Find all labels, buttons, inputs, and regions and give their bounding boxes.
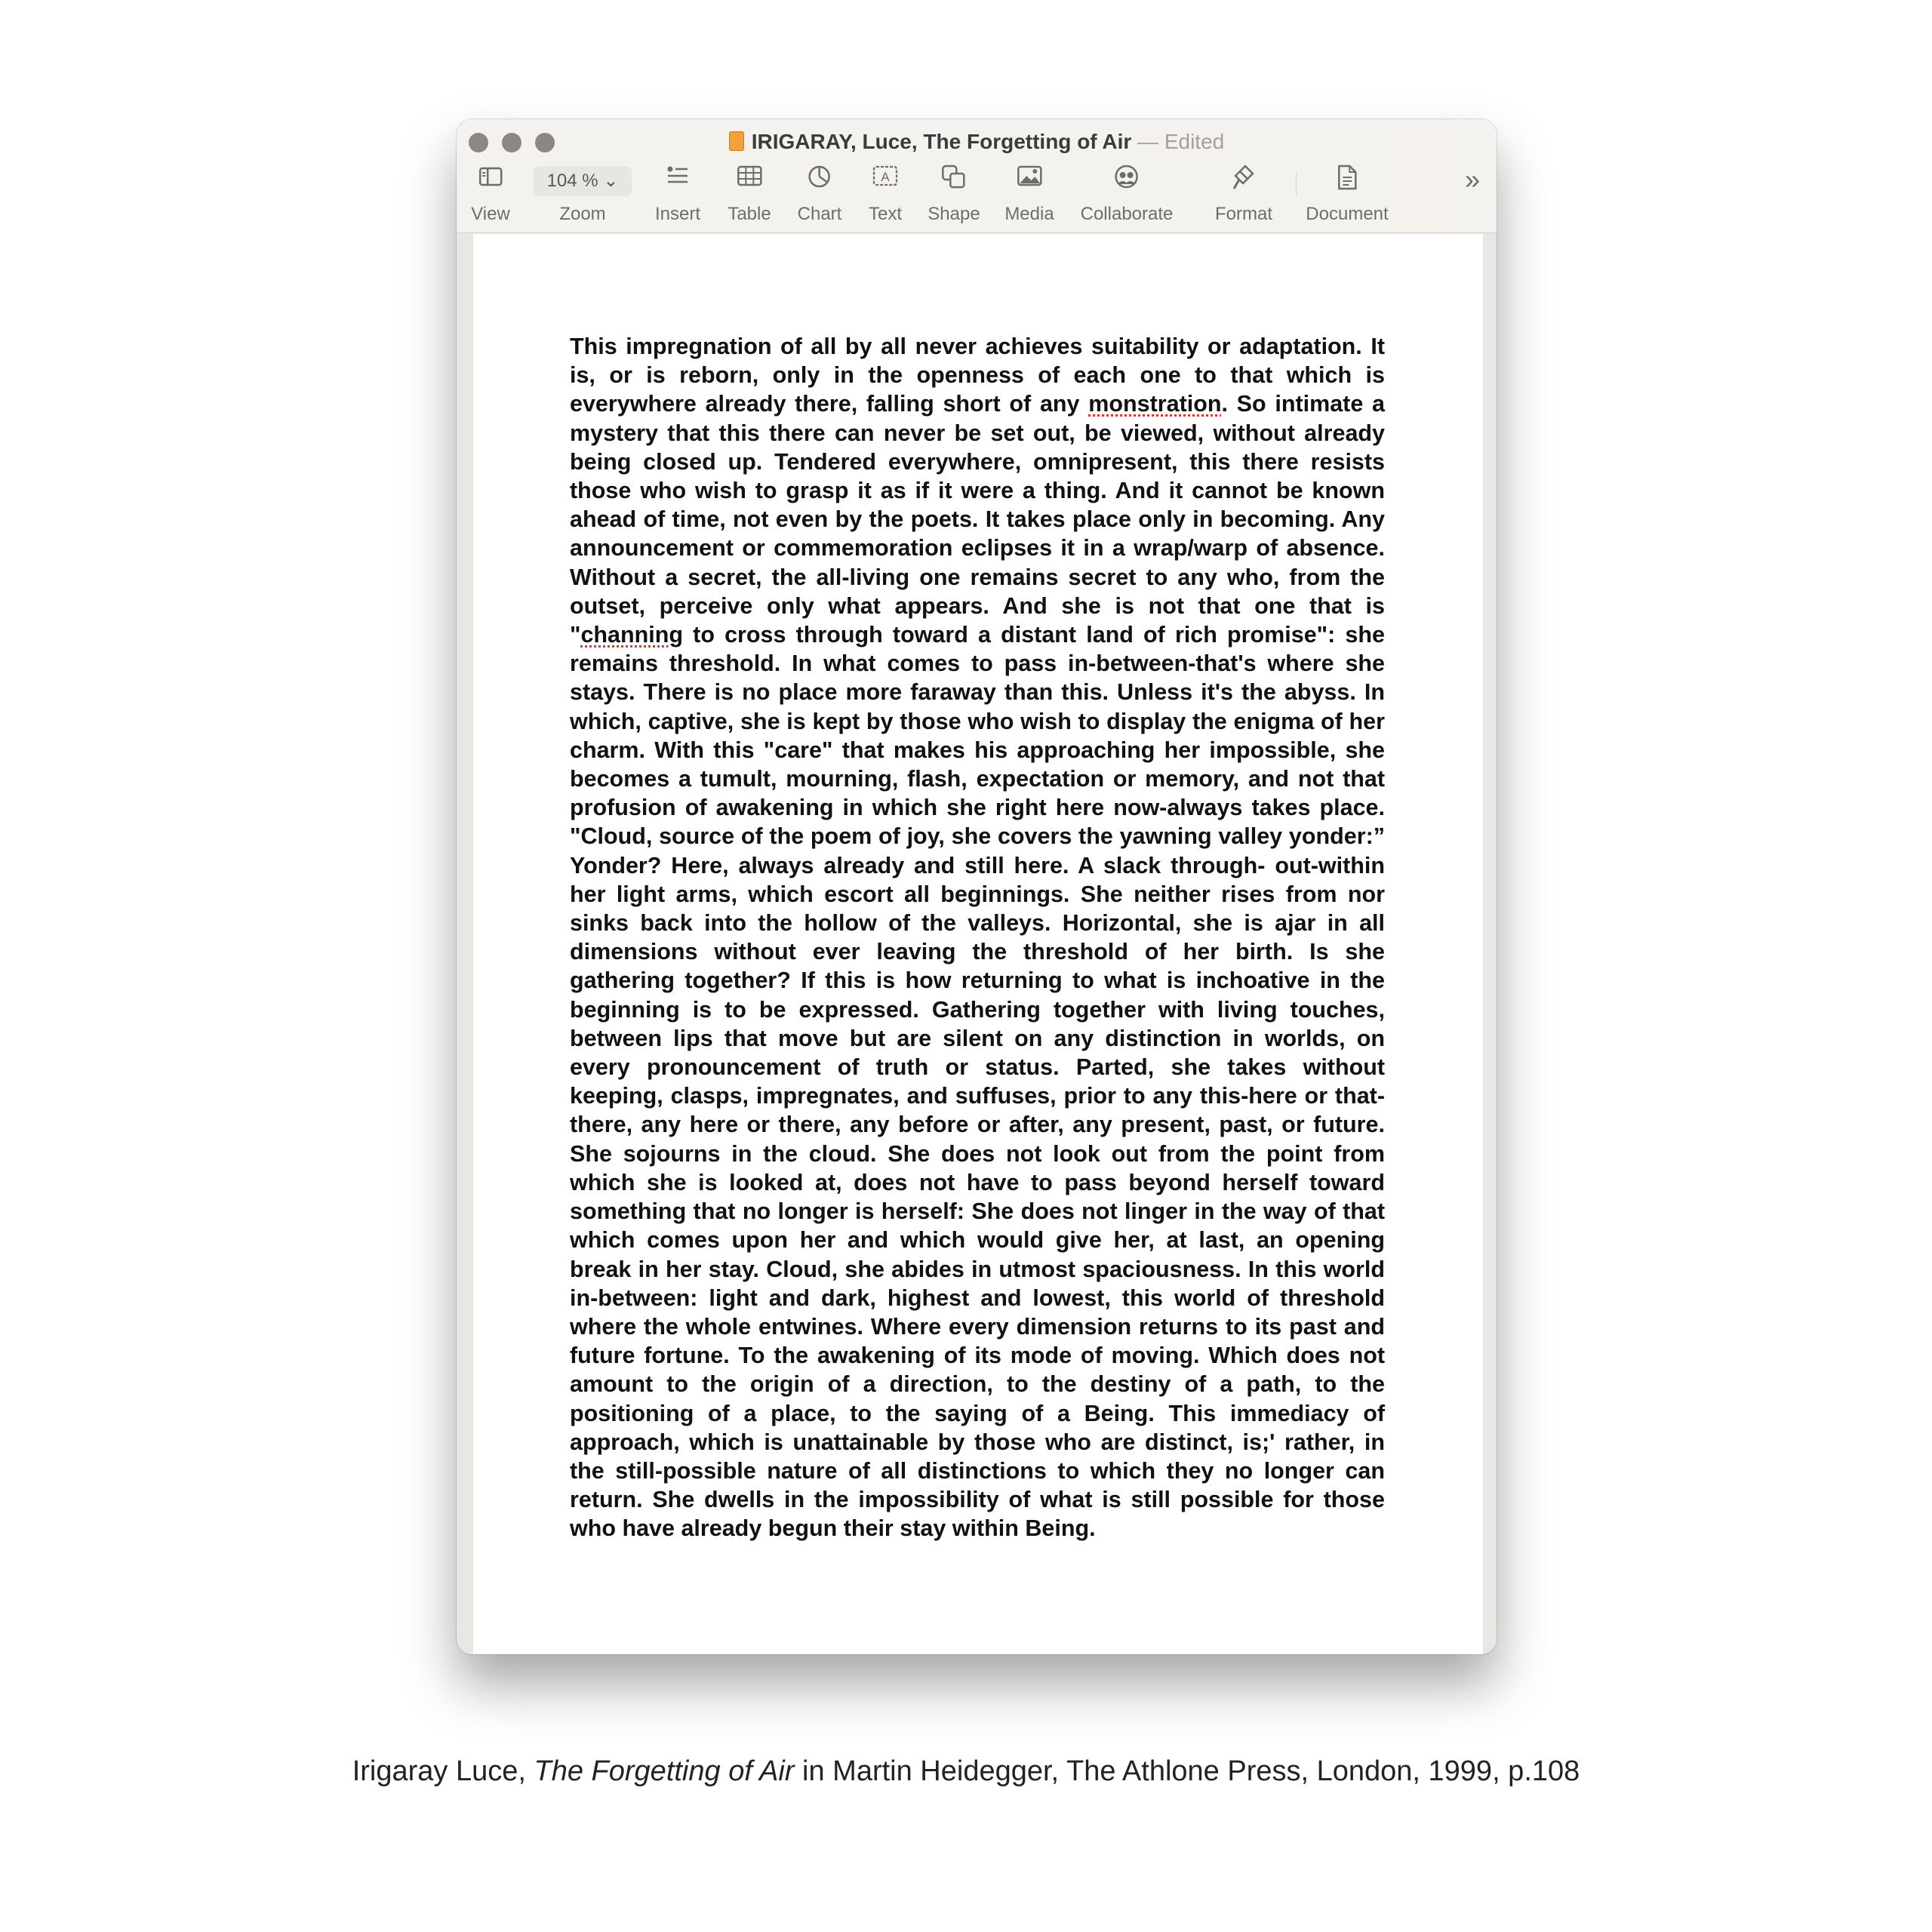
chart-label: Chart <box>797 204 842 224</box>
toolbar-divider <box>1296 172 1297 196</box>
caption-author: Irigaray Luce, <box>352 1755 534 1787</box>
zoom-select[interactable] <box>534 166 632 196</box>
shape-button[interactable] <box>928 165 980 225</box>
caption-work-title: The Forgetting of Air <box>534 1755 795 1787</box>
view-button[interactable] <box>471 165 510 225</box>
zoom-label: Zoom <box>559 204 606 224</box>
shape-label: Shape <box>928 204 980 224</box>
insert-button[interactable] <box>655 165 700 225</box>
format-button[interactable] <box>1215 165 1272 225</box>
collaborate-button[interactable] <box>1081 165 1174 225</box>
media-label: Media <box>1004 204 1054 224</box>
edited-status[interactable]: Edited <box>1164 130 1225 153</box>
insert-label: Insert <box>654 204 701 224</box>
toolbar <box>457 165 1497 232</box>
document-label: Document <box>1306 204 1389 224</box>
document-page[interactable] <box>473 234 1483 1654</box>
pages-document-icon <box>729 131 744 151</box>
collaborate-label: Collaborate <box>1080 204 1174 224</box>
text-button[interactable] <box>869 165 902 225</box>
body-paragraph[interactable] <box>570 332 1385 1543</box>
insert-list-icon <box>655 165 700 195</box>
document-icon <box>1306 165 1388 195</box>
misspelled-word[interactable]: channing <box>580 622 684 648</box>
body-text-part-2: . So intimate a mystery that this there can never be set out, be viewed, without already being closed up. Tendered everywhere, omnipresent, this there resists those who wish to grasp it as if it were a thing. And it cannot be known ahead of time, not even by the poets. It takes place only in becoming. Any announcement or commemoration eclipses it in a wrap/warp of absence. Without a secret, the all-living one remains secret to any who, from the outset, perceive only what appears. And she is not that one that is " <box>570 391 1385 648</box>
zoom-control[interactable] <box>534 165 632 225</box>
titlebar <box>457 119 1497 233</box>
collaborate-icon <box>1081 165 1174 195</box>
misspelled-word[interactable]: monstration <box>1088 391 1222 417</box>
body-text-part-3: to cross through toward a distant land of rich promise": she remains threshold. In what comes to pass in-between-that's where she stays. There is no place more faraway than this. Unless it's the abyss. In which, captive, she is kept by those who wish to display the enigma of her charm. With this "care" that makes his approaching her impossible, she becomes a tumult, mourning, flash, expectation or memory, and not that profusion of awakening in which she right here now-always takes place. "Cloud, source of the poem of joy, she covers the yawning valley yonder:” Yonder? Here, always already and still here. A slack through- out-within her light arms, which escort all beginnings. She neither rises from nor sinks back into the hollow of the valleys. Horizontal, she is ajar in all dimensions without ever leaving the threshold of her birth. Is she gathering together? If this is how returning to what is inchoative in the beginning is to be expressed. Gathering together with living touches, between lips that move but are silent on any distinction in worlds, on every pronouncement of truth or status. Parted, she takes without keeping, clasps, impregnates, and suffuses, prior to any this-here or that-there, any here or there, any before or after, any present, past, or future. She sojourns in the cloud. She does not look out from the point from which she is looked at, does not have to pass beyond herself toward something that no longer is herself: She does not linger in the way of that which comes upon her and which would give her, at last, an opening break in her stay. Cloud, she abides in utmost spaciousness. In this world in-between: light and dark, highest and lowest, this world of threshold where the whole entwines. Where every dimension returns to its past and future fortune. To the awakening of its mode of moving. Which does not amount to the origin of a direction, to the destiny of a path, to the positioning of a place, to the saying of a Being. This immediacy of approach, which is unattainable by those who are distinct, is;' rather, in the still-possible nature of all distinctions to which they no longer can return. She dwells in the impossibility of what is still possible for those who have already begun their stay within Being. <box>570 622 1385 1542</box>
svg-text:A: A <box>881 170 890 184</box>
body-text-part-1: This impregnation of all by all never achieves suitability or adaptation. It is, or is reborn, only in the openness of each one to that which is everywhere already there, falling short of any <box>570 334 1385 417</box>
window-title: IRIGARAY, Luce, The Forgetting of Air <box>751 130 1132 153</box>
image-caption <box>0 1755 1932 1788</box>
window-title-bar <box>457 130 1497 154</box>
title-separator: — <box>1137 130 1159 153</box>
view-label: View <box>471 204 510 224</box>
zoom-value: 104 % <box>546 171 598 191</box>
text-box-icon <box>869 165 902 195</box>
caption-publication: in Martin Heidegger, The Athlone Press, London, 1999, p.108 <box>794 1755 1580 1787</box>
text-label: Text <box>868 204 903 224</box>
chart-button[interactable] <box>798 165 842 225</box>
document-button[interactable] <box>1306 165 1388 225</box>
pages-window <box>457 119 1497 1654</box>
format-label: Format <box>1214 204 1273 224</box>
table-label: Table <box>728 204 771 224</box>
table-icon <box>728 165 771 195</box>
shape-icon <box>928 165 980 195</box>
media-icon <box>1004 165 1054 195</box>
format-brush-icon <box>1215 165 1272 195</box>
media-button[interactable] <box>1004 165 1054 225</box>
more-chevrons-icon[interactable]: » <box>1464 164 1480 195</box>
sidebar-icon <box>471 165 510 195</box>
chart-icon <box>798 165 842 195</box>
table-button[interactable] <box>728 165 771 225</box>
chevron-down-icon: ⌄ <box>603 171 619 191</box>
